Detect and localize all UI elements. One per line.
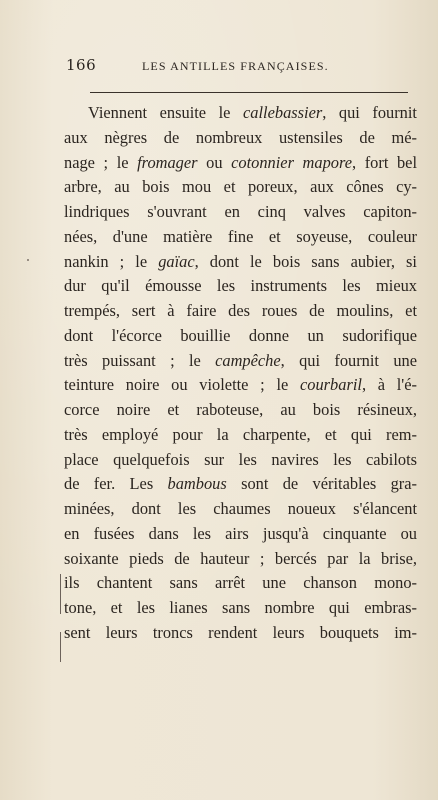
text-line bbox=[64, 274, 417, 299]
italic-term: callebassier bbox=[243, 103, 323, 122]
text-segment: , dont le bois sans aubier, si bbox=[194, 251, 417, 271]
text-segment: place quelquefois sur les navires les cabilots bbox=[64, 449, 417, 469]
text-segment: arbre, au bois mou et poreux, aux cônes cy- bbox=[64, 177, 417, 197]
italic-term: cotonnier mapore bbox=[231, 152, 353, 172]
text-line bbox=[64, 472, 417, 497]
text-segment: teinture noire ou violette ; le bbox=[64, 375, 301, 395]
margin-mark bbox=[60, 632, 61, 662]
text-line bbox=[64, 324, 417, 349]
text-segment: dur qu'il émousse les instruments les mieux bbox=[64, 276, 417, 296]
text-line bbox=[64, 448, 417, 473]
text-line bbox=[64, 547, 417, 572]
text-segment: en fusées dans les airs jusqu'à cinquante ou bbox=[64, 523, 417, 543]
italic-term: courbaril bbox=[300, 375, 362, 395]
text-line bbox=[64, 299, 417, 324]
text-segment: tone, et les lianes sans nombre qui embras- bbox=[64, 598, 417, 617]
text-line bbox=[64, 250, 417, 275]
italic-term: gaïac bbox=[158, 251, 195, 271]
italic-term: fromager bbox=[137, 152, 198, 172]
page-header bbox=[66, 56, 406, 78]
text-segment: , qui fournit une bbox=[280, 350, 417, 370]
text-line bbox=[64, 225, 417, 250]
running-head: LES ANTILLES FRANÇAISES. bbox=[142, 59, 329, 73]
text-segment: ou bbox=[197, 152, 232, 172]
text-segment: sent leurs troncs rendent leurs bouquets im- bbox=[64, 622, 417, 642]
text-segment: corce noire et raboteuse, au bois résineux, bbox=[64, 400, 417, 419]
text-line bbox=[64, 200, 417, 225]
text-line bbox=[64, 398, 417, 423]
text-segment: de fer. Les bbox=[64, 474, 168, 494]
text-segment: nage ; le bbox=[64, 152, 138, 172]
italic-term: bambous bbox=[167, 474, 227, 494]
margin-mark bbox=[60, 574, 61, 614]
text-segment: soixante pieds de hauteur ; bercés par la brise, bbox=[64, 548, 417, 568]
text-segment: minées, dont les chaumes noueux s'élancent bbox=[64, 499, 417, 518]
text-segment: trempés, sert à faire des roues de moulins, et bbox=[64, 301, 417, 320]
text-segment: ils chantent sans arrêt une chanson mono- bbox=[64, 573, 417, 593]
text-segment: très puissant ; le bbox=[64, 350, 216, 370]
text-segment: nankin ; le bbox=[64, 251, 159, 271]
header-rule bbox=[90, 92, 408, 93]
text-line bbox=[64, 571, 417, 596]
text-segment: , qui fournit bbox=[322, 103, 417, 122]
text-line bbox=[64, 596, 417, 621]
paper-speck bbox=[27, 259, 29, 261]
text-line bbox=[64, 101, 417, 126]
italic-term: campêche bbox=[215, 350, 281, 370]
page-number: 166 bbox=[66, 56, 97, 74]
text-line bbox=[64, 522, 417, 547]
body-text bbox=[64, 101, 417, 646]
text-line bbox=[64, 373, 417, 398]
text-segment: aux nègres de nombreux ustensiles de mé- bbox=[64, 127, 417, 147]
text-segment: , à l'é- bbox=[361, 375, 417, 395]
text-line bbox=[64, 151, 417, 176]
text-line bbox=[64, 423, 417, 448]
text-segment: lindriques s'ouvrant en cinq valves capiton- bbox=[64, 202, 417, 221]
text-line bbox=[64, 621, 417, 646]
text-segment: dont l'écorce bouillie donne un sudorifique bbox=[64, 325, 417, 345]
text-line bbox=[64, 497, 417, 522]
text-line bbox=[64, 175, 417, 200]
text-segment: très employé pour la charpente, et qui rem- bbox=[64, 424, 417, 444]
text-line bbox=[64, 349, 417, 374]
text-segment: Viennent ensuite le bbox=[88, 103, 244, 122]
text-segment: sont de véritables gra- bbox=[226, 474, 417, 494]
text-segment: , fort bel bbox=[352, 152, 417, 172]
text-line bbox=[64, 126, 417, 151]
text-segment: nées, d'une matière fine et soyeuse, couleur bbox=[64, 226, 417, 246]
